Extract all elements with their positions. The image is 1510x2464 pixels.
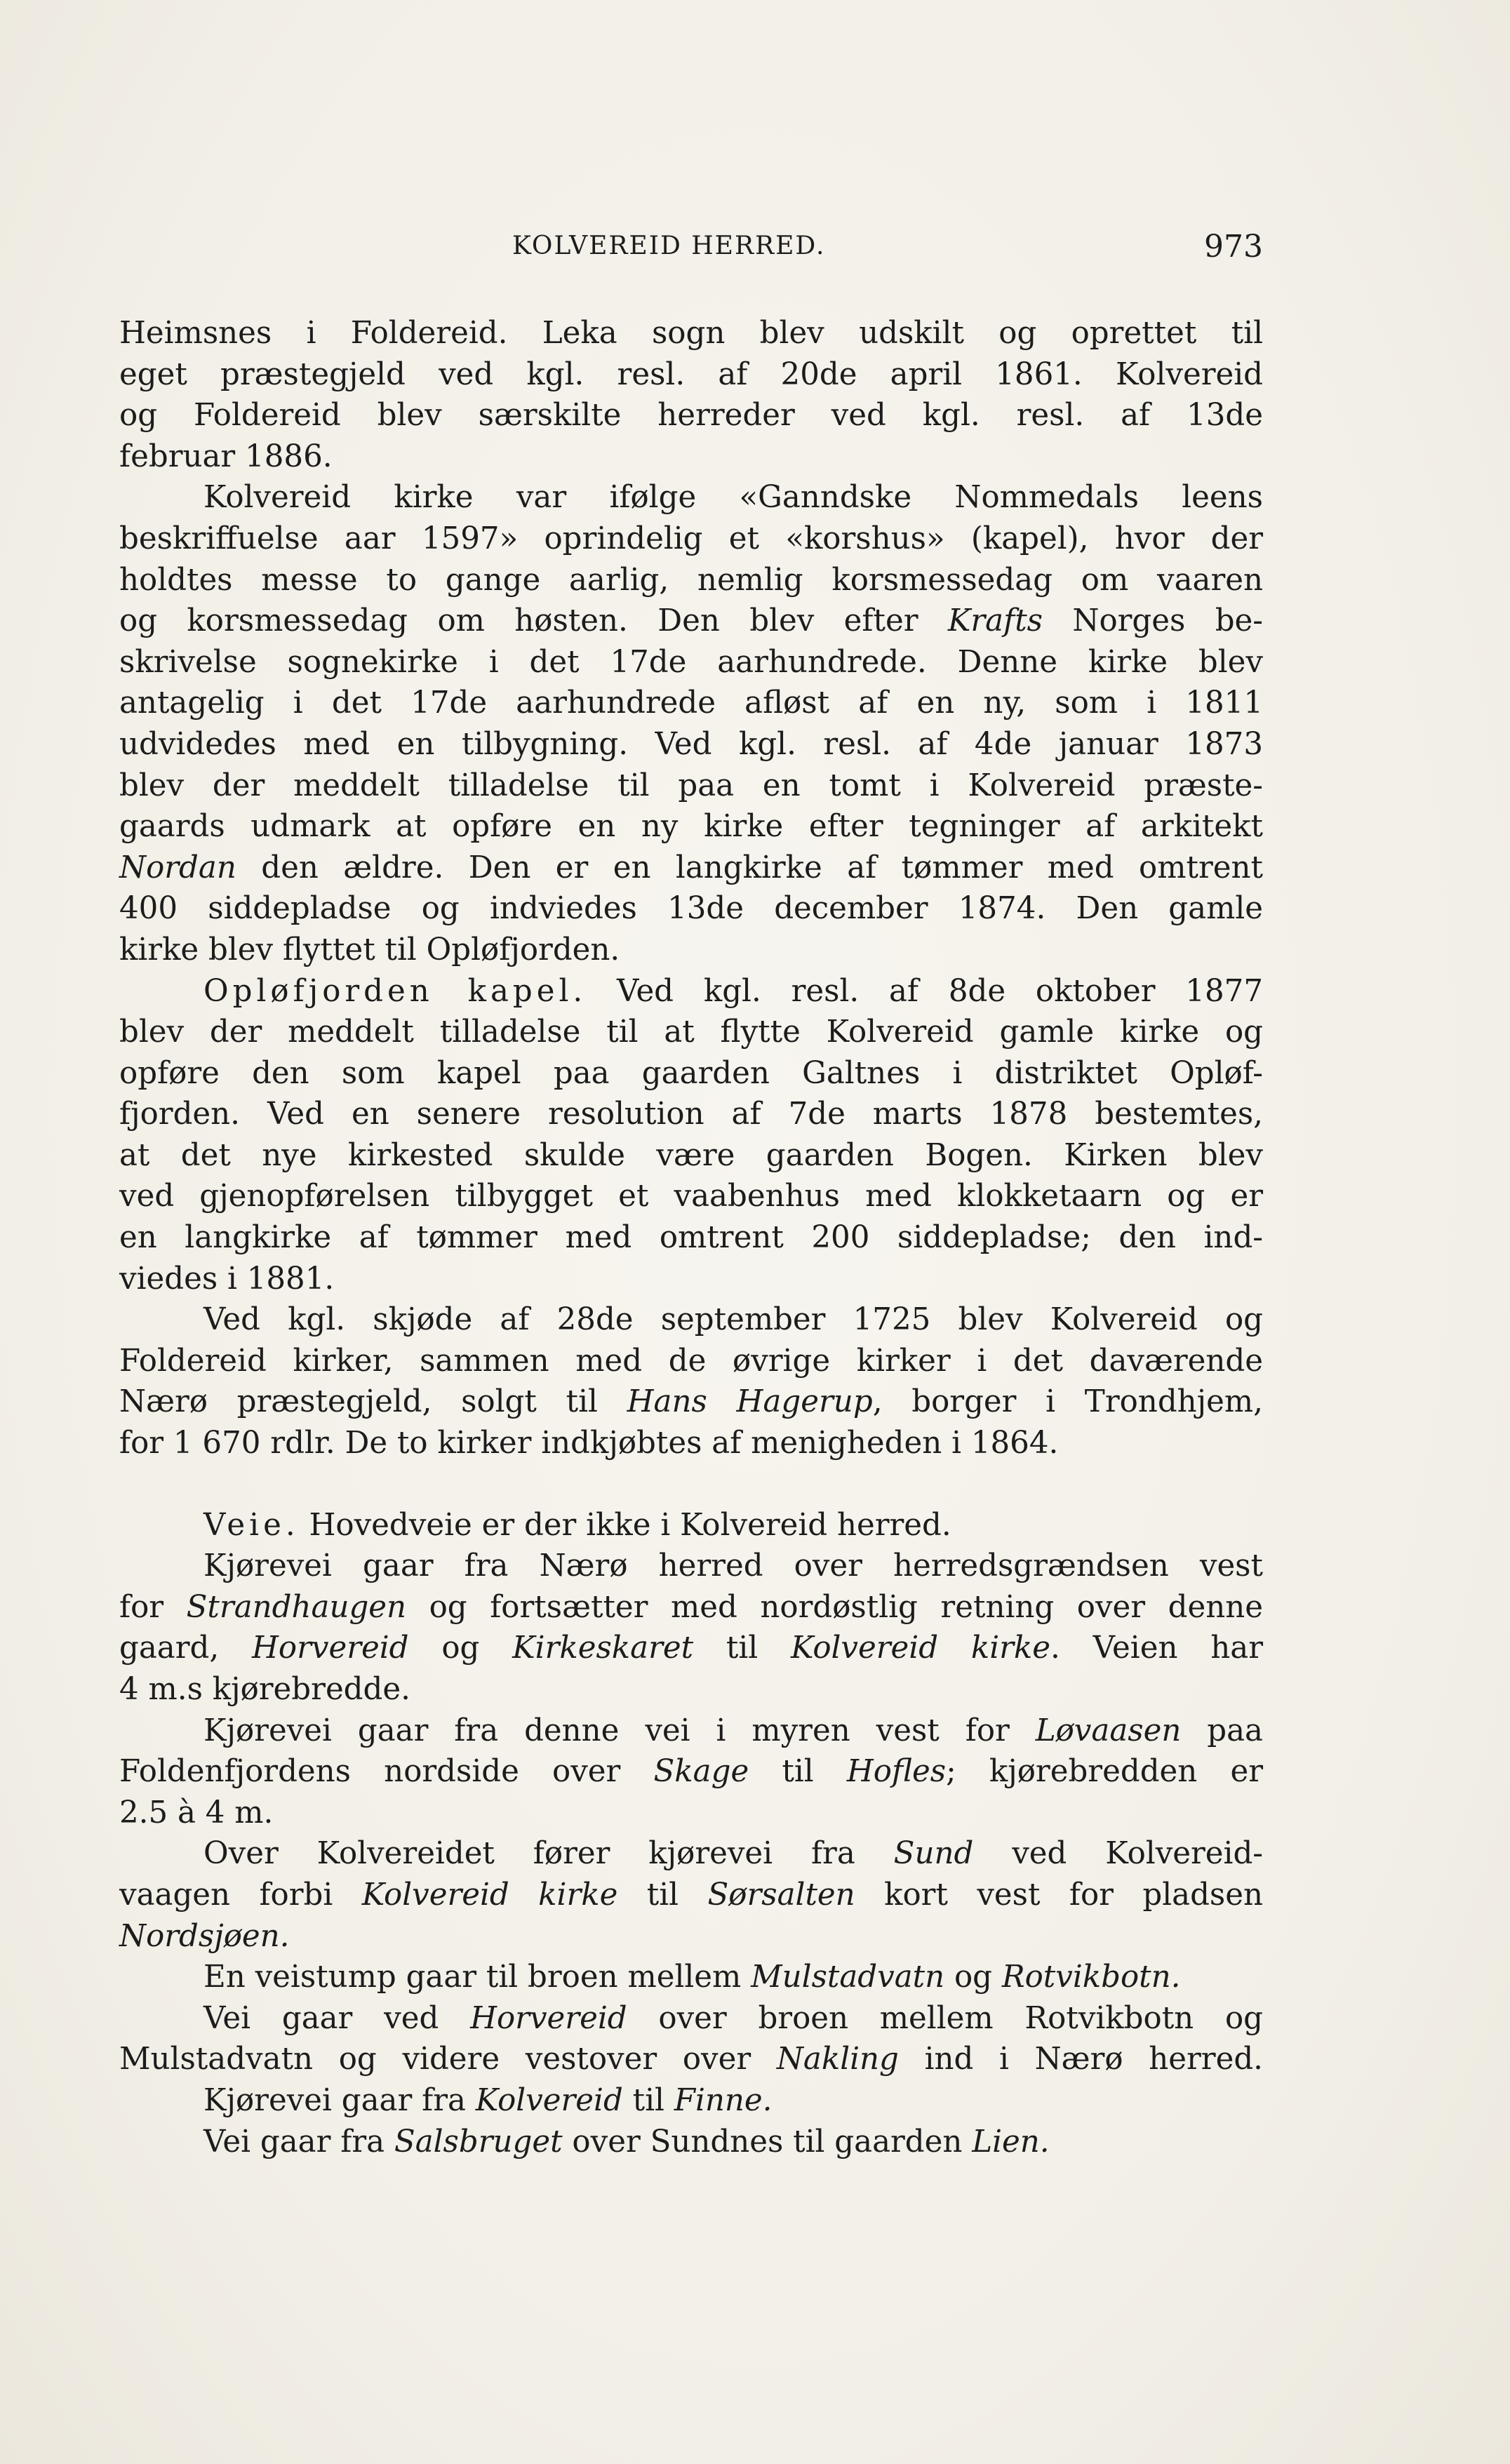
body-text (119, 313, 1263, 2162)
text-line: Vei gaar fra Salsbruget over Sundnes til gaarden Lien. (203, 2124, 1050, 2160)
italic-name: Finne. (674, 2082, 773, 2118)
italic-name: Sørsalten (707, 1877, 855, 1913)
italic-name: Strandhaugen (186, 1589, 407, 1625)
italic-name: Kolvereid (475, 2082, 623, 2118)
text-line: 4 m.s kjørebredde. (119, 1672, 410, 1707)
text-line: 400 siddepladse og indviedes 13de december 1874. Den gamle (119, 891, 1263, 927)
spaced-heading: Opløfjorden kapel. (203, 973, 587, 1009)
text-line: for Strandhaugen og fortsætter med nordøstlig retning over denne (119, 1589, 1263, 1625)
text-line: vaagen forbi Kolvereid kirke til Sørsalten kort vest for pladsen (119, 1877, 1264, 1913)
italic-name: Skage (653, 1754, 749, 1790)
text-line: opføre den som kapel paa gaarden Galtnes i distriktet Opløf- (119, 1055, 1263, 1091)
text-line: en langkirke af tømmer med omtrent 200 siddepladse; den ind- (119, 1220, 1263, 1256)
text-line: Vei gaar ved Horvereid over broen mellem Rotvikbotn og (203, 2000, 1263, 2036)
italic-name: Sund (893, 1836, 974, 1872)
italic-name: Lien. (972, 2124, 1050, 2160)
running-head: KOLVEREID HERRED. (512, 232, 826, 260)
text-line: Kjørevei gaar fra Kolvereid til Finne. (203, 2082, 773, 2118)
italic-name: Kolvereid kirke (791, 1631, 1051, 1666)
text-line: Foldenfjordens nordside over Skage til Hofles; kjørebredden er (119, 1754, 1264, 1790)
italic-name: Nordan (119, 850, 236, 885)
italic-name: Krafts (947, 603, 1043, 639)
text-line: Nærø præstegjeld, solgt til Hans Hagerup, borger i Trondhjem, (119, 1384, 1263, 1420)
text-line: og korsmessedag om høsten. Den blev efter Krafts Norges be- (119, 603, 1263, 639)
text-line (119, 1916, 1263, 1957)
text-line: for 1 670 rdlr. De to kirker indkjøbtes af menigheden i 1864. (119, 1426, 1059, 1461)
italic-name: Mulstadvatn (751, 1960, 945, 1995)
text-line: skrivelse sognekirke i det 17de aarhundrede. Denne kirke blev (119, 644, 1263, 680)
text-line: fjorden. Ved en senere resolution af 7de marts 1878 bestemtes, (119, 1097, 1263, 1132)
text-line: viedes i 1881. (119, 1261, 335, 1297)
italic-name: Hans Hagerup (627, 1384, 873, 1420)
text-line: Over Kolvereidet fører kjørevei fra Sund ved Kolvereid- (203, 1836, 1264, 1872)
text-line: 2.5 à 4 m. (119, 1795, 274, 1830)
text-line: gaards udmark at opføre en ny kirke efter tegninger af arkitekt (119, 809, 1263, 845)
text-line: Opløfjorden kapel. Ved kgl. resl. af 8de oktober 1877 (203, 973, 1263, 1009)
text-line: Kjørevei gaar fra denne vei i myren vest for Løvaasen paa (203, 1713, 1263, 1748)
text-line: beskriffuelse aar 1597» oprindelig et «korshus» (kapel), hvor der (119, 521, 1263, 556)
italic-name: Kirkeskaret (512, 1631, 694, 1666)
page-header (119, 229, 1263, 274)
text-line: blev der meddelt tilladelse til paa en tomt i Kolvereid præste- (119, 768, 1263, 803)
text-line: og Foldereid blev særskilte herreder ved kgl. resl. af 13de (119, 398, 1263, 434)
italic-name: Nakling (776, 2042, 899, 2077)
text-line: Kolvereid kirke var ifølge «Ganndske Nommedals leens (203, 480, 1263, 516)
text-line: udvidedes med en tilbygning. Ved kgl. resl. af 4de januar 1873 (119, 726, 1263, 762)
italic-name: Nordsjøen. (119, 1918, 290, 1954)
italic-name: Løvaasen (1035, 1713, 1182, 1748)
text-line: kirke blev flyttet til Opløfjorden. (119, 932, 620, 967)
italic-name: Salsbruget (394, 2124, 563, 2160)
text-line: antagelig i det 17de aarhundrede afløst af en ny, som i 1811 (119, 685, 1263, 721)
italic-name: Horvereid (251, 1631, 409, 1666)
text-line: Heimsnes i Foldereid. Leka sogn blev udskilt og oprettet til (119, 316, 1263, 351)
italic-name: Hofles (846, 1754, 947, 1790)
text-line: gaard, Horvereid og Kirkeskaret til Kolvereid kirke. Veien har (119, 1631, 1264, 1666)
text-line: februar 1886. (119, 438, 333, 474)
spaced-heading: Veie. (203, 1507, 300, 1543)
text-line: ved gjenopførelsen tilbygget et vaabenhus med klokketaarn og er (119, 1179, 1263, 1214)
text-line: Kjørevei gaar fra Nærø herred over herredsgrændsen vest (203, 1548, 1263, 1584)
text-line: Nordan den ældre. Den er en langkirke af tømmer med omtrent (119, 850, 1263, 885)
text-line: Ved kgl. skjøde af 28de september 1725 blev Kolvereid og (203, 1302, 1263, 1338)
text-line: Veie. Hovedveie er der ikke i Kolvereid herred. (203, 1507, 951, 1543)
text-line: Mulstadvatn og videre vestover over Nakling ind i Nærø herred. (119, 2042, 1263, 2077)
italic-name: Rotvikbotn. (1001, 1960, 1181, 1995)
text-line: holdtes messe to gange aarlig, nemlig korsmessedag om vaaren (119, 562, 1263, 598)
italic-name: Horvereid (470, 2000, 627, 2036)
italic-name: Kolvereid kirke (361, 1877, 618, 1913)
text-line: En veistump gaar til broen mellem Mulstadvatn og Rotvikbotn. (203, 1960, 1181, 1995)
page-number: 973 (1204, 229, 1263, 265)
text-line: blev der meddelt tilladelse til at flytte Kolvereid gamle kirke og (119, 1015, 1263, 1050)
text-line: Foldereid kirker, sammen med de øvrige kirker i det daværende (119, 1343, 1263, 1379)
text-line: at det nye kirkested skulde være gaarden Bogen. Kirken blev (119, 1137, 1263, 1173)
text-line: eget præstegjeld ved kgl. resl. af 20de april 1861. Kolvereid (119, 356, 1263, 392)
